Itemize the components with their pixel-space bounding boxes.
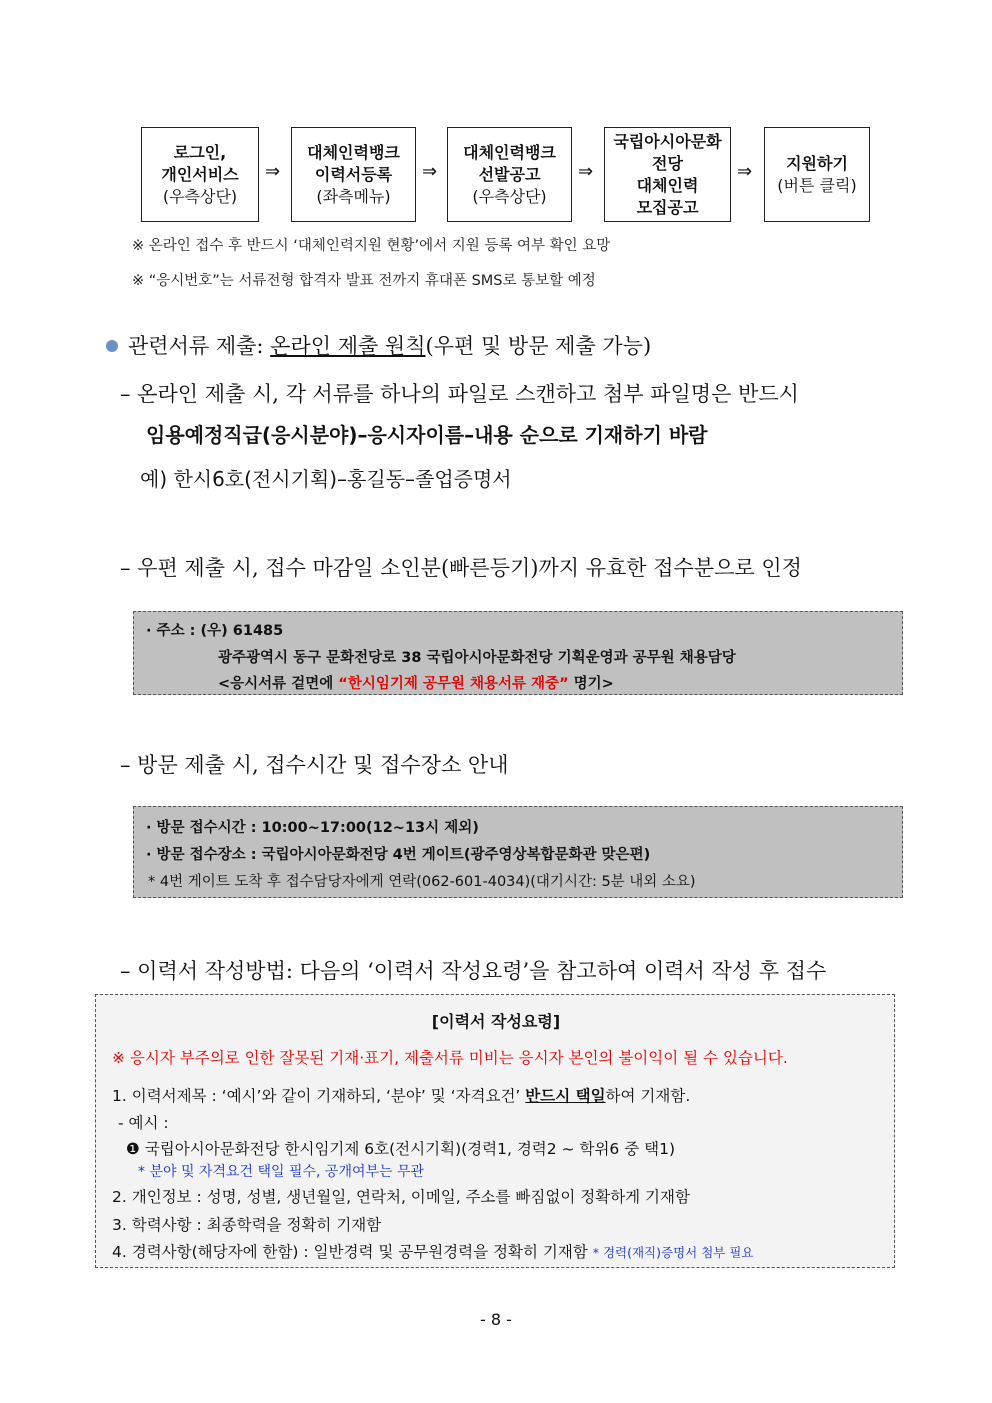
resume-item-career xyxy=(112,1240,753,1262)
item1-pre: 1. 이력서제목 : ‘예시’와 같이 기재하되, ‘분야’ 및 ‘자격요건’ xyxy=(112,1087,526,1105)
visit-submit-line: – 방문 제출 시, 접수시간 및 접수장소 안내 xyxy=(120,753,509,777)
resume-guide-title: [이력서 작성요령] xyxy=(431,1012,561,1031)
docs-heading-underlined: 온라인 제출 원칙 xyxy=(270,334,426,358)
envelope-note-post: 명기> xyxy=(568,676,614,692)
flow-step-selection-notice xyxy=(447,127,572,222)
item4-note: * 경력(재직)증명서 첨부 필요 xyxy=(592,1245,754,1260)
example-note: * 분야 및 자격요건 택일 필수, 공개여부는 무관 xyxy=(138,1164,425,1180)
note-online-confirm: ※ 온라인 접수 후 반드시 ‘대체인력지원 현황’에서 지원 등록 여부 확인 요망 xyxy=(132,238,611,254)
online-submit-line1: – 온라인 제출 시, 각 서류를 하나의 파일로 스캔하고 첨부 파일명은 반드시 xyxy=(120,382,799,406)
resume-item-title xyxy=(112,1084,690,1106)
filename-example: 예) 한시6호(전시기획)–홍길동–졸업증명서 xyxy=(140,467,512,491)
note-sms: ※ “응시번호”는 서류전형 합격자 발표 전까지 휴대폰 SMS로 통보할 예정 xyxy=(132,273,596,289)
address-postal: · 주소 : (우) 61485 xyxy=(146,623,284,639)
resume-method-line: – 이력서 작성방법: 다음의 ‘이력서 작성요령’을 참고하여 이력서 작성 후 접수 xyxy=(120,959,827,983)
flow-step-label: 지원하기 xyxy=(786,153,848,173)
flow-arrow-icon: ⇒ xyxy=(737,161,753,182)
flow-step-label: 로그인, xyxy=(173,142,227,162)
flow-arrow-icon: ⇒ xyxy=(265,161,281,182)
flow-step-resume-register xyxy=(291,127,416,222)
item4-text: 4. 경력사항(해당자에 한함) : 일반경력 및 공무원경력을 정확히 기재함 xyxy=(112,1243,588,1261)
visit-hours: · 방문 접수시간 : 10:00~17:00(12~13시 제외) xyxy=(146,820,479,836)
resume-item-education: 3. 학력사항 : 최종학력을 정확히 기재함 xyxy=(112,1216,382,1234)
visit-box xyxy=(133,806,903,898)
example-label: - 예시 : xyxy=(118,1114,169,1132)
envelope-note-red: “한시임기제 공무원 채용서류 재중” xyxy=(338,676,569,692)
application-flow xyxy=(141,127,871,222)
flow-step-location: (버튼 클릭) xyxy=(777,175,857,195)
example-item: ❶ 국립아시아문화전당 한시임기제 6호(전시기획)(경력1, 경력2 ~ 학위6 중 택1) xyxy=(126,1140,675,1158)
resume-item-personal: 2. 개인정보 : 성명, 성별, 생년월일, 연락처, 이메일, 주소를 빠짐없이 정확하게 기재함 xyxy=(112,1188,690,1206)
flow-step-label: 이력서등록 xyxy=(314,164,393,184)
resume-guide-box xyxy=(95,994,895,1268)
flow-step-location: (우측상단) xyxy=(162,186,238,206)
flow-arrow-icon: ⇒ xyxy=(578,161,594,182)
mail-submit-line: – 우편 제출 시, 접수 마감일 소인분(빠른등기)까지 유효한 접수분으로 인정 xyxy=(120,556,802,580)
address-envelope-note xyxy=(218,672,614,693)
page-number: - 8 - xyxy=(480,1310,512,1329)
flow-step-label: 선발공고 xyxy=(478,164,541,184)
docs-heading-suffix: (우편 및 방문 제출 가능) xyxy=(425,334,652,358)
docs-heading-prefix: 관련서류 제출: xyxy=(128,334,271,358)
flow-step-location: (좌측메뉴) xyxy=(316,186,391,206)
flow-step-location: (우측상단) xyxy=(472,186,547,206)
flow-step-label: 대체인력 xyxy=(636,175,699,195)
address-box xyxy=(133,611,903,695)
flow-step-label: 전당 xyxy=(652,153,683,173)
item1-bold: 반드시 택일 xyxy=(525,1087,606,1105)
visit-contact-note: * 4번 게이트 도착 후 접수담당자에게 연락(062-601-4034)(대기시간: 5분 내외 소요) xyxy=(148,874,696,890)
visit-place: · 방문 접수장소 : 국립아시아문화전당 4번 게이트(광주영상복합문화관 맞은편) xyxy=(146,847,651,863)
online-submit-line2: 임용예정직급(응시분야)–응시자이름–내용 순으로 기재하기 바람 xyxy=(146,423,708,447)
flow-step-label: 모집공고 xyxy=(636,197,699,217)
flow-step-label: 개인서비스 xyxy=(161,164,239,184)
flow-step-label: 대체인력뱅크 xyxy=(307,142,400,162)
docs-heading xyxy=(106,330,651,360)
flow-step-label: 대체인력뱅크 xyxy=(463,142,556,162)
address-street: 광주광역시 동구 문화전당로 38 국립아시아문화전당 기획운영과 공무원 채용담당 xyxy=(218,650,736,666)
flow-step-label: 국립아시아문화 xyxy=(613,131,722,151)
item1-post: 하여 기재함. xyxy=(605,1087,691,1105)
flow-step-login xyxy=(141,127,259,222)
envelope-note-pre: <응시서류 겉면에 xyxy=(218,676,339,692)
bullet-icon xyxy=(106,340,118,352)
flow-step-apply xyxy=(764,127,870,222)
flow-step-recruit-notice xyxy=(604,127,731,222)
flow-arrow-icon: ⇒ xyxy=(422,161,438,182)
resume-guide-warning: ※ 응시자 부주의로 인한 잘못된 기재·표기, 제출서류 미비는 응시자 본인의 불이익이 될 수 있습니다. xyxy=(112,1049,788,1067)
